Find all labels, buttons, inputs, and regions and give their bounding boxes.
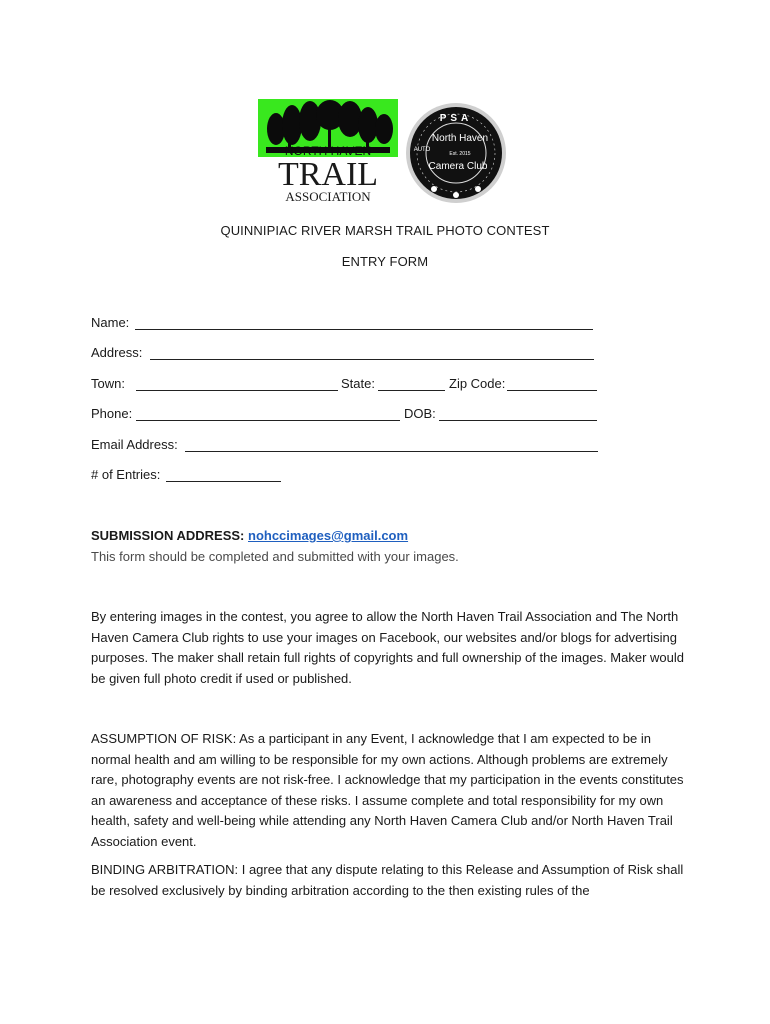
email-line[interactable] [185,451,598,452]
trail-logo-line1: NORTH HAVEN [284,144,372,158]
club-logo-name1: North Haven [431,133,489,144]
club-logo-name2: Camera Club [428,161,488,172]
zip-line[interactable] [507,390,597,391]
dob-label: DOB: [404,406,436,421]
camera-club-logo [404,101,508,205]
binding-arbitration-paragraph: BINDING ARBITRATION: I agree that any dispute relating to this Release and Assumption of Risk shall be resolved exclusively by binding arbitration according to the then existing rules of the [91,862,684,898]
phone-label: Phone: [91,406,133,421]
submission-address [91,528,408,543]
state-label: State: [341,376,375,391]
dob-line[interactable] [439,420,597,421]
submission-label: SUBMISSION ADDRESS: [91,528,245,543]
submission-email-link[interactable]: nohccimages@gmail.com [248,528,409,543]
submission-note: This form should be completed and submitted with your images. [91,549,459,564]
header-logos [258,99,508,209]
form-subtitle: ENTRY FORM [341,254,429,269]
phone-line[interactable] [136,420,400,421]
name-line[interactable] [135,329,593,330]
entries-label: # of Entries: [91,467,161,482]
club-logo-top: PSA [439,113,473,124]
state-line[interactable] [378,390,445,391]
address-line[interactable] [150,359,594,360]
address-label: Address: [91,345,143,360]
trail-logo-line2: TRAIL [277,156,379,193]
trail-logo-line3: ASSOCIATION [285,189,371,204]
email-label: Email Address: [91,437,178,452]
name-label: Name: [91,315,130,330]
club-logo-left: AUTO [413,147,431,153]
town-line[interactable] [136,390,338,391]
club-logo-est: Est. 2015 [449,151,471,157]
zip-label: Zip Code: [449,376,506,391]
contest-title: QUINNIPIAC RIVER MARSH TRAIL PHOTO CONTEST [220,223,550,238]
entries-line[interactable] [166,481,281,482]
town-label: Town: [91,376,125,391]
usage-rights-paragraph: By entering images in the contest, you agree to allow the North Haven Trail Association and The North Haven Camera Club rights to use your images on Facebook, our websites and/or blogs for advertising purposes. The maker shall retain full rights of copyrights and full ownership of the images. Maker would be given full photo credit if used or published. [91,609,684,686]
assumption-of-risk-paragraph: ASSUMPTION OF RISK: As a participant in any Event, I acknowledge that I am expected to be in normal health and am willing to be responsible for my own actions. Although problems are extremely rare, photography events are not risk-free. I acknowledge that my participation in the events constitutes an awareness and acceptance of these risks. I assume complete and total responsibility for my own health, safety and well-being while attending any North Haven Camera Club and/or North Haven Trail Association event. [91,731,684,849]
trail-association-logo [258,99,398,209]
